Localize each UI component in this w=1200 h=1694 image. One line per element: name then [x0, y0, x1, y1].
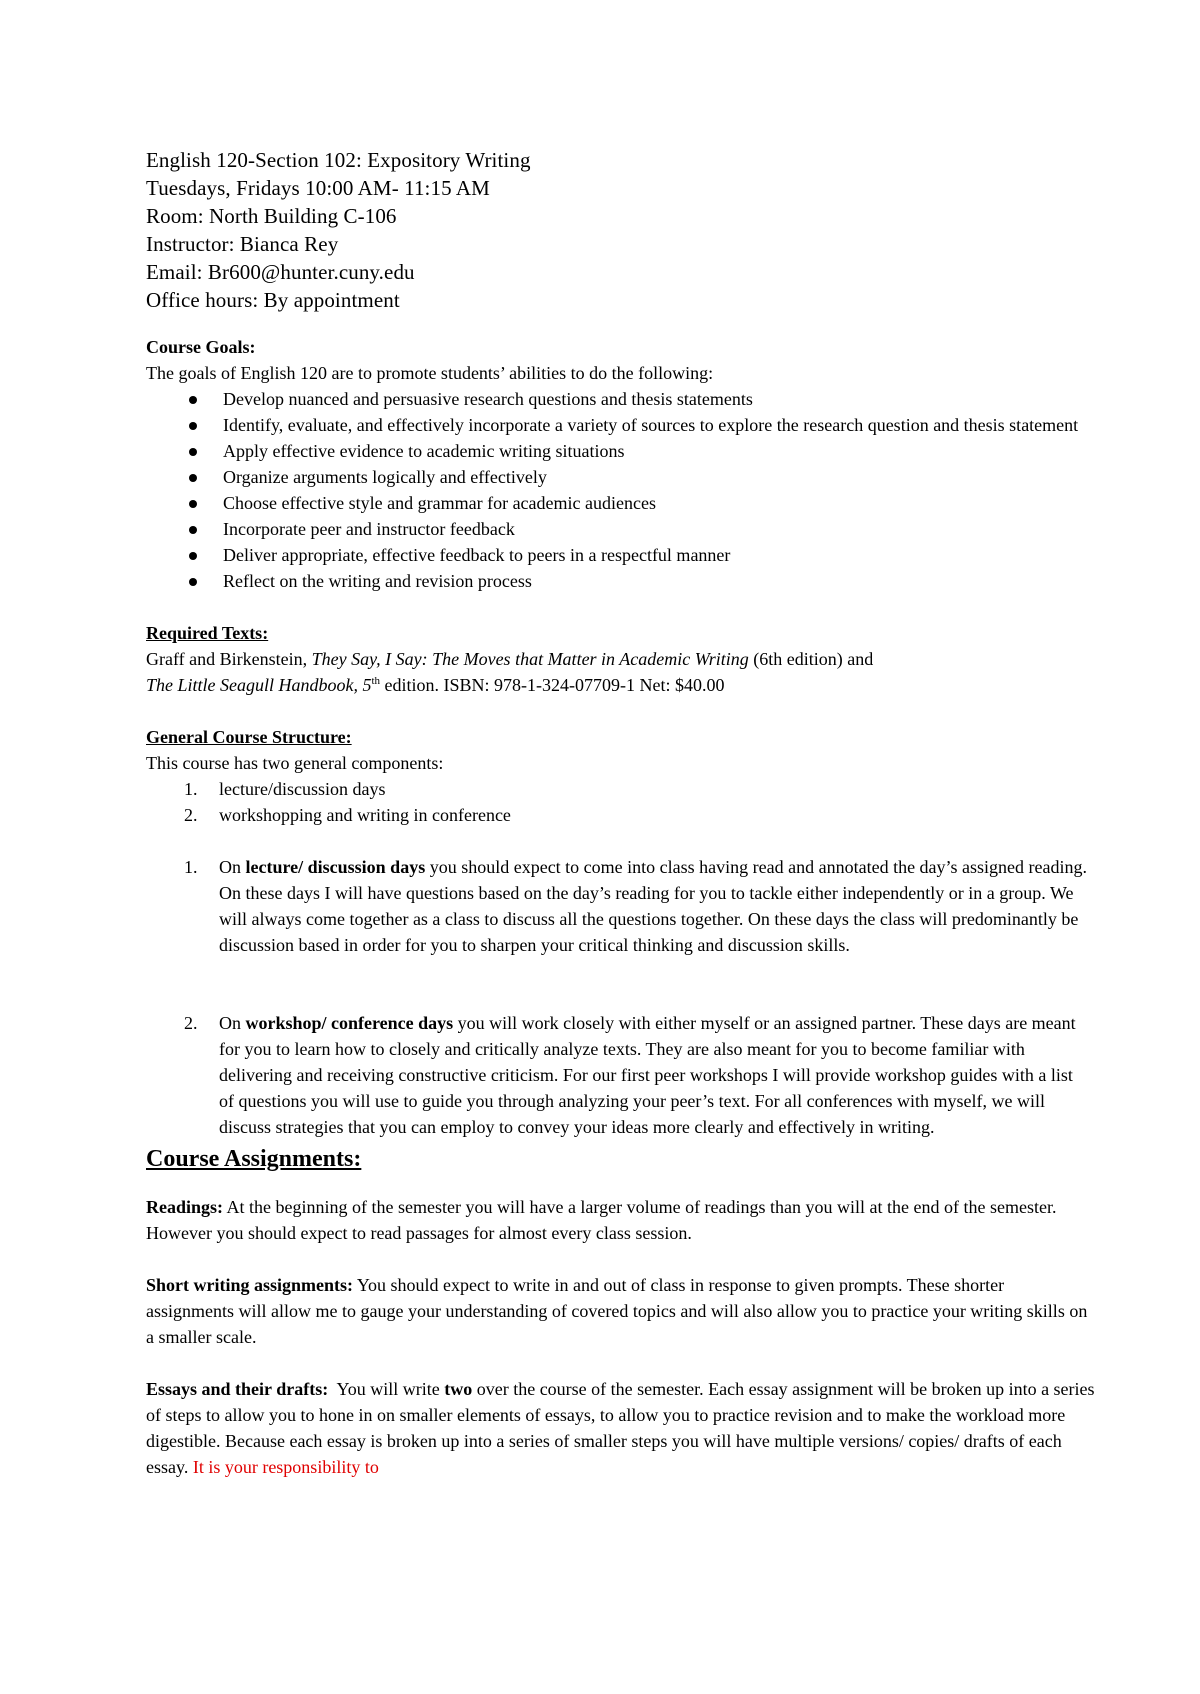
room-info: Room: North Building C-106: [146, 204, 397, 228]
course-goals-list: [146, 386, 1096, 594]
isbn-text: edition. ISBN: 978-1-324-07709-1 Net: $40.00: [380, 675, 725, 695]
readings-paragraph: Readings: At the beginning of the semester you will have a larger volume of readings than you will at the end of the semester. However you should expect to read passages for almost every class session.: [146, 1197, 1057, 1243]
authors-text: Graff and Birkenstein,: [146, 649, 312, 669]
goal-item: Develop nuanced and persuasive research questions and thesis statements: [146, 386, 1096, 412]
structure-detail-workshop: 2. On workshop/ conference days you will work closely with either myself or an assigned partner. These days are meant for you to learn how to closely and critically analyze texts. They are also meant for you to become familiar with delivering and receiving constructive criticism. For our first peer workshops I will provide workshop guides with a list of questions you will use to guide you through analyzing your peer’s text. For all conferences with myself, we will discuss strategies that you can employ to convey your ideas more clearly and effectively in writing.: [184, 1013, 1076, 1137]
required-texts-line-2: [146, 672, 1096, 698]
course-header: [146, 146, 1096, 314]
course-structure-section: [146, 724, 1096, 1140]
book-title-they-say: They Say, I Say: The Moves that Matter in Academic Writing: [311, 649, 749, 669]
required-texts-section: [146, 620, 1096, 698]
short-writing-paragraph: Short writing assignments: You should expect to write in and out of class in response to given prompts. These shorter assignments will allow me to gauge your understanding of covered topics and will also allow you to practice your writing skills on a smaller scale.: [146, 1275, 1088, 1347]
class-schedule: Tuesdays, Fridays 10:00 AM- 11:15 AM: [146, 176, 490, 200]
instructor-info: Instructor: Bianca Rey: [146, 232, 339, 256]
course-goals-section: [146, 334, 1096, 594]
essays-paragraph: Essays and their drafts: You will write two over the course of the semester. Each essay assignment will be broken up into a series of steps to allow you to hone in on smaller elements of essays, to allow you to practice revision and to make the workload more digestible. Because each essay is broken up into a series of smaller steps you will have multiple versions/ copies/ drafts of each essay. It is your responsibility to: [146, 1379, 1095, 1477]
structure-detail-lecture: 1. On lecture/ discussion days you should expect to come into class having read and annotated the day’s assigned reading. On these days I will have questions based on the day’s reading for you to tackle either independently or in a group. We will always come together as a class to discuss all the questions together. On these days the class will predominantly be discussion based in order for you to sharpen your critical thinking and discussion skills.: [184, 857, 1088, 955]
goal-item: Identify, evaluate, and effectively incorporate a variety of sources to explore the research question and thesis statement: [146, 412, 1096, 438]
course-title: English 120-Section 102: Expository Writing: [146, 148, 531, 172]
course-assignments-section: [146, 1144, 1096, 1480]
goal-item: Deliver appropriate, effective feedback to peers in a respectful manner: [146, 542, 1096, 568]
required-texts-heading: Required Texts:: [146, 623, 269, 643]
structure-details-list: [146, 854, 1096, 1140]
component-item: 2. workshopping and writing in conference: [184, 805, 511, 825]
course-goals-heading: Course Goals:: [146, 337, 256, 357]
course-assignments-heading: Course Assignments:: [146, 1146, 362, 1172]
goal-item: Choose effective style and grammar for academic audiences: [146, 490, 1096, 516]
required-texts-line-1: [146, 646, 1096, 672]
course-structure-heading: General Course Structure:: [146, 727, 352, 747]
book-title-seagull: The Little Seagull Handbook, 5: [146, 675, 372, 695]
components-list: [146, 776, 1096, 828]
edition-text: (6th edition) and: [748, 649, 874, 669]
component-item: 1. lecture/discussion days: [184, 779, 386, 799]
goal-item: Organize arguments logically and effectively: [146, 464, 1096, 490]
goal-item: Apply effective evidence to academic writing situations: [146, 438, 1096, 464]
syllabus-page: [146, 146, 1096, 1480]
edition-superscript: th: [371, 675, 381, 687]
goal-item: Incorporate peer and instructor feedback: [146, 516, 1096, 542]
course-goals-intro: The goals of English 120 are to promote students’ abilities to do the following:: [146, 363, 714, 383]
email-info: Email: Br600@hunter.cuny.edu: [146, 260, 415, 284]
course-structure-intro: This course has two general components:: [146, 753, 444, 773]
office-hours: Office hours: By appointment: [146, 288, 400, 312]
responsibility-note: It is your responsibility to: [192, 1457, 379, 1477]
goal-item: Reflect on the writing and revision process: [146, 568, 1096, 594]
